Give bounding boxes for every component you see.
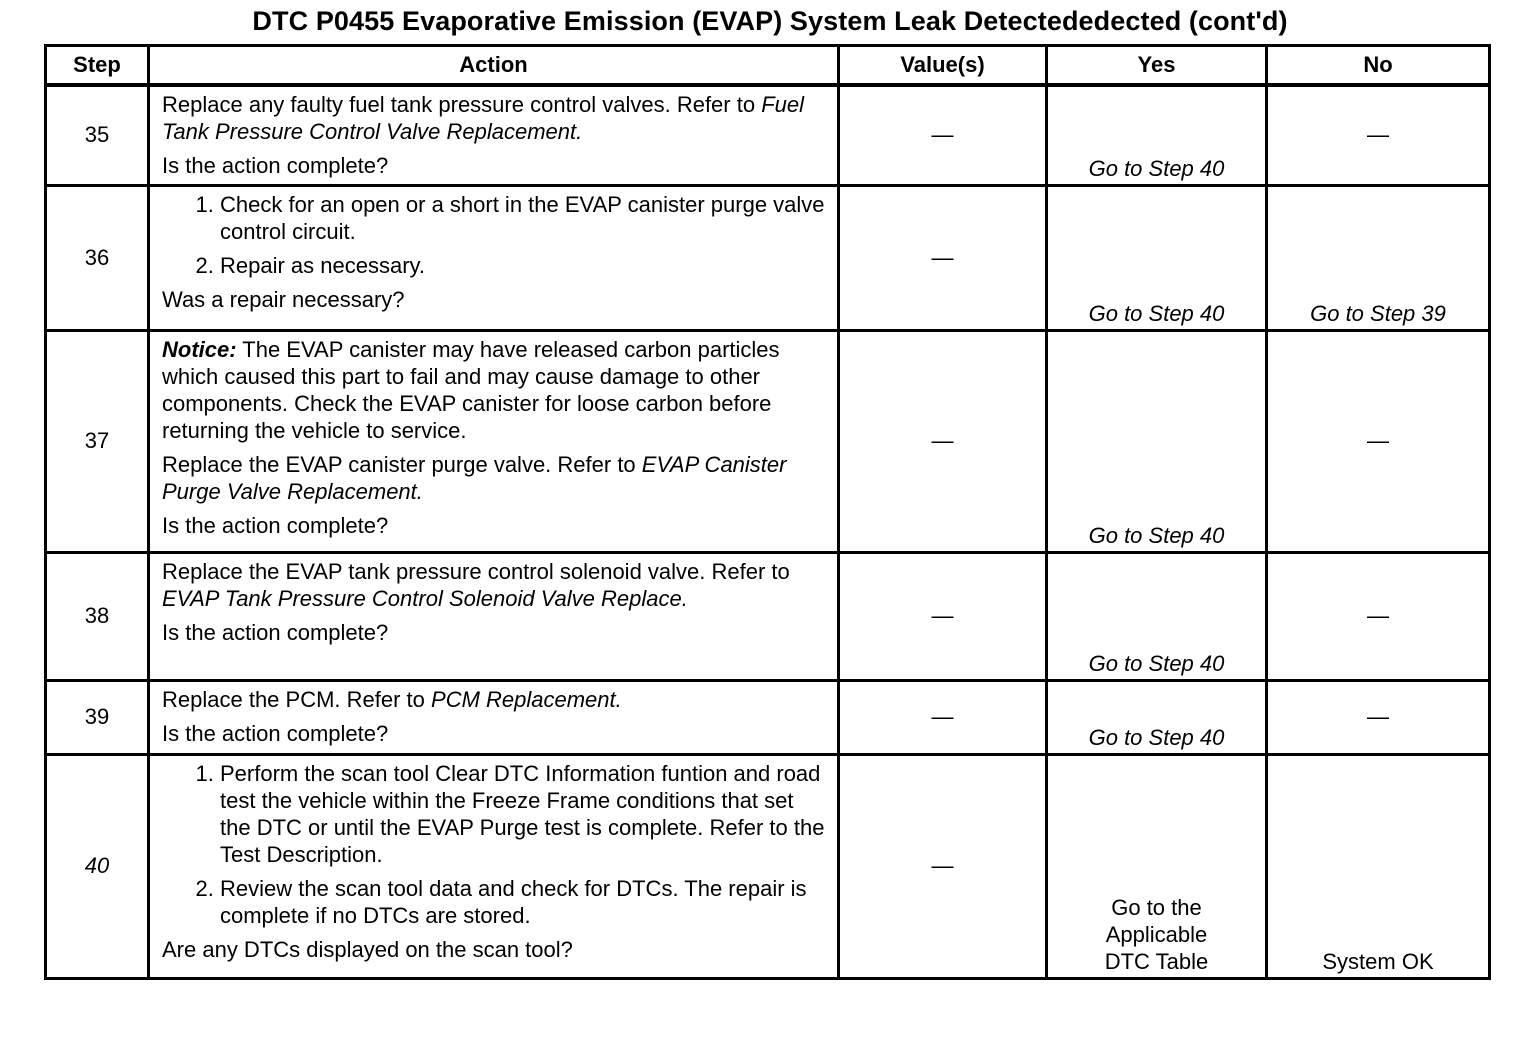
header-yes: Yes [1047,46,1267,86]
action-cell [149,185,839,330]
action-paragraph [162,91,827,145]
action-text: Replace the EVAP canister purge valve. Refer to [162,451,642,477]
value-cell: — [839,680,1047,754]
value-cell: — [839,754,1047,978]
action-list-item: 2. Review the scan tool data and check for DTCs. The repair is complete if no DTCs are stored. [220,875,827,929]
yes-line: DTC Table [1104,948,1209,974]
action-question: Are any DTCs displayed on the scan tool? [162,936,573,962]
step-number: 36 [46,185,149,330]
step-number: 39 [46,680,149,754]
action-question: Is the action complete? [162,512,389,538]
no-cell: — [1267,680,1490,754]
action-text: Replace the PCM. Refer to [162,686,432,712]
notice-text: The EVAP canister may have released carbon particles which caused this part to fail and may cause damage to other components. Check the EVAP canister for loose carbon before returning the vehicle to service. [162,336,780,443]
notice-paragraph [162,336,827,444]
table-row-step-37 [46,330,1490,552]
action-paragraph [162,558,827,612]
page-title: DTC P0455 Evaporative Emission (EVAP) System Leak Detectededected (cont'd) [252,6,1288,36]
action-text: Replace any faulty fuel tank pressure control valves. Refer to [162,92,762,117]
action-paragraph [162,686,827,713]
value-cell: — [839,552,1047,680]
yes-cell [1047,754,1267,978]
action-question: Is the action complete? [162,720,389,746]
action-list-item: 1. Check for an open or a short in the EVAP canister purge valve control circuit. [220,191,827,245]
yes-line: Applicable [1105,921,1208,947]
table-row-step-39 [46,680,1490,754]
no-cell: Go to Step 39 [1267,185,1490,330]
header-action: Action [149,46,839,86]
action-paragraph [162,451,827,505]
dtc-table [44,44,1491,980]
action-cell [149,330,839,552]
action-list [162,191,827,279]
action-question: Is the action complete? [162,619,389,645]
step-number: 38 [46,552,149,680]
table-row-step-35 [46,85,1490,185]
action-question: Is the action complete? [162,153,389,178]
no-cell: — [1267,552,1490,680]
action-cell [149,85,839,185]
yes-line: Go to the [1111,894,1202,920]
action-reference: Fuel Tank Pressure Control Valve Replacement. [162,92,804,144]
header-step: Step [46,46,149,86]
action-cell [149,680,839,754]
step-number: 40 [46,754,149,978]
yes-cell: Go to Step 40 [1047,85,1267,185]
action-reference: PCM Replacement. [431,686,622,712]
header-row [46,46,1490,86]
table-row-step-40 [46,754,1490,978]
action-reference: EVAP Tank Pressure Control Solenoid Valve Replace. [162,585,688,611]
action-question: Was a repair necessary? [162,286,405,312]
yes-cell: Go to Step 40 [1047,680,1267,754]
table-row-step-38 [46,552,1490,680]
value-cell: — [839,330,1047,552]
action-list-item: 1. Perform the scan tool Clear DTC Information funtion and road test the vehicle within the Freeze Frame conditions that set the DTC or until the EVAP Purge test is complete. Refer to the Test Description. [220,760,827,868]
no-cell: — [1267,85,1490,185]
step-number: 37 [46,330,149,552]
no-cell: — [1267,330,1490,552]
table-row-step-36 [46,185,1490,330]
value-cell: — [839,85,1047,185]
no-cell: System OK [1267,754,1490,978]
action-reference: EVAP Canister Purge Valve Replacement. [162,451,787,504]
yes-cell: Go to Step 40 [1047,330,1267,552]
value-cell: — [839,185,1047,330]
yes-cell: Go to Step 40 [1047,185,1267,330]
action-text: Replace the EVAP tank pressure control solenoid valve. Refer to [162,558,790,584]
yes-cell: Go to Step 40 [1047,552,1267,680]
action-list [162,760,827,929]
action-list-item: 2. Repair as necessary. [220,252,827,279]
action-cell [149,754,839,978]
notice-label: Notice: [162,336,237,362]
header-values: Value(s) [839,46,1047,86]
action-cell [149,552,839,680]
header-no: No [1267,46,1490,86]
step-number: 35 [46,85,149,185]
